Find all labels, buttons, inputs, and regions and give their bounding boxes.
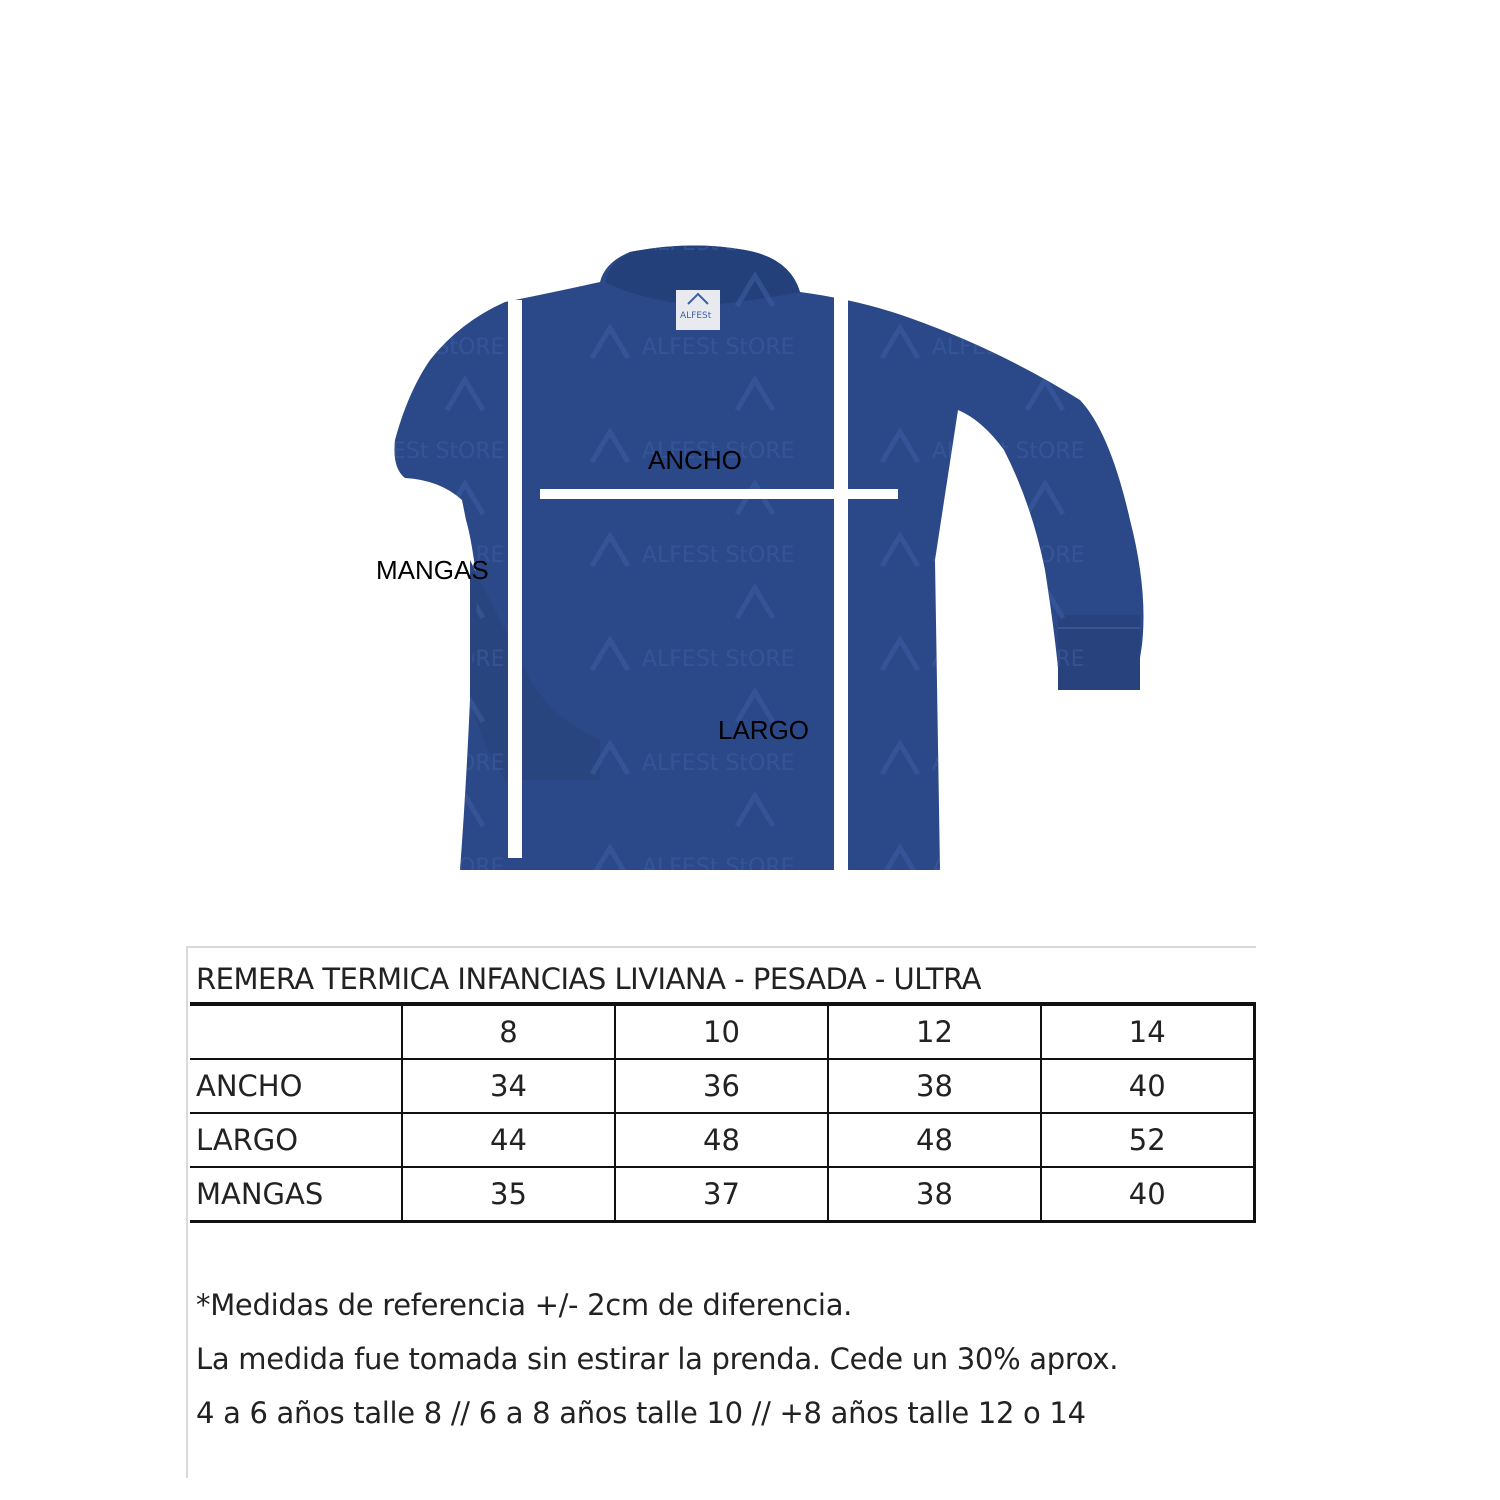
value-cell: 34 <box>402 1059 615 1113</box>
table-row <box>190 1113 1254 1167</box>
measure-line-left <box>508 300 522 858</box>
size-chart <box>186 946 1256 1478</box>
size-chart-title: REMERA TERMICA INFANCIAS LIVIANA - PESADA - ULTRA <box>196 962 981 996</box>
table-row <box>190 1059 1254 1113</box>
largo-measure-label: LARGO <box>718 715 810 745</box>
size-table <box>190 1002 1256 1223</box>
measure-line-width <box>540 489 898 499</box>
row-label-cell: MANGAS <box>190 1167 402 1222</box>
measure-line-right <box>834 296 848 870</box>
size-header-cell: 14 <box>1041 1004 1254 1059</box>
table-row <box>190 1167 1254 1222</box>
note-line: *Medidas de referencia +/- 2cm de diferencia. <box>196 1288 853 1322</box>
note-line: 4 a 6 años talle 8 // 6 a 8 años talle 10 // +8 años talle 12 o 14 <box>196 1396 1086 1430</box>
size-header-cell: 10 <box>615 1004 828 1059</box>
value-cell: 52 <box>1041 1113 1254 1167</box>
value-cell: 38 <box>828 1059 1041 1113</box>
value-cell: 40 <box>1041 1059 1254 1113</box>
note-line: La medida fue tomada sin estirar la prenda. Cede un 30% aprox. <box>196 1342 1119 1376</box>
value-cell: 48 <box>828 1113 1041 1167</box>
value-cell: 36 <box>615 1059 828 1113</box>
value-cell: 44 <box>402 1113 615 1167</box>
value-cell: 37 <box>615 1167 828 1222</box>
watermark-pattern <box>394 245 1143 870</box>
size-header-cell: 12 <box>828 1004 1041 1059</box>
ancho-measure-label: ANCHO <box>648 445 742 475</box>
size-header-row <box>190 1004 1254 1059</box>
measurement-notes <box>196 1278 1118 1440</box>
value-cell: 38 <box>828 1167 1041 1222</box>
header-corner-cell <box>190 1004 402 1059</box>
row-label-cell: ANCHO <box>190 1059 402 1113</box>
size-header-cell: 8 <box>402 1004 615 1059</box>
mangas-measure-label: MANGAS <box>376 555 489 585</box>
value-cell: 48 <box>615 1113 828 1167</box>
row-label-cell: LARGO <box>190 1113 402 1167</box>
value-cell: 40 <box>1041 1167 1254 1222</box>
value-cell: 35 <box>402 1167 615 1222</box>
